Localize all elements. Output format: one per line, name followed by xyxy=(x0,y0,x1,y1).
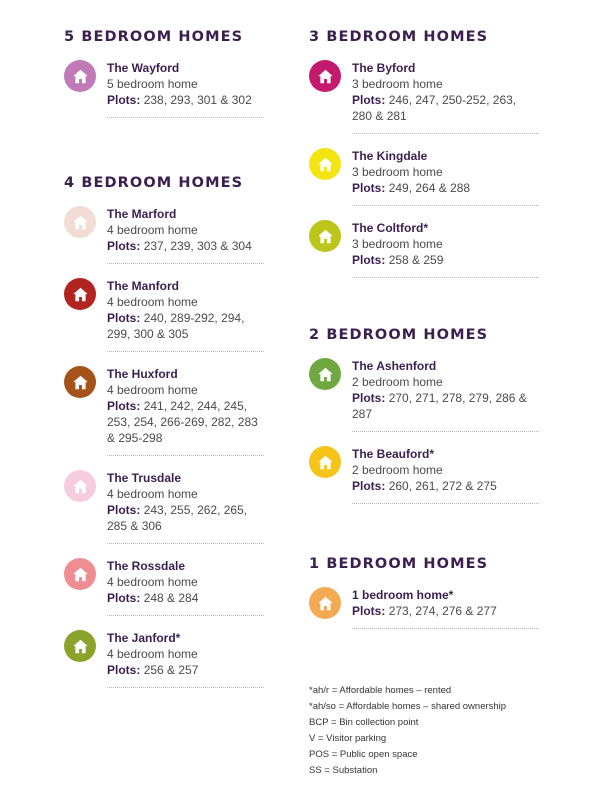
plots-value: 249, 264 & 288 xyxy=(388,181,471,195)
home-type: 4 bedroom home xyxy=(107,295,198,309)
footnote: BCP = Bin collection point xyxy=(309,717,419,728)
home-entry xyxy=(64,206,264,264)
home-type: 4 bedroom home xyxy=(107,575,198,589)
home-plots xyxy=(352,390,539,422)
plots-label: Plots: xyxy=(352,181,386,195)
home-entry xyxy=(64,630,264,688)
section-1-bedroom xyxy=(309,556,539,629)
home-type: 4 bedroom home xyxy=(107,383,198,397)
house-icon xyxy=(309,587,341,619)
plots-value: 240, 289-292, 294, 299, 300 & 305 xyxy=(107,311,245,341)
plots-label: Plots: xyxy=(107,239,141,253)
home-plots xyxy=(107,92,264,108)
plots-value: 273, 274, 276 & 277 xyxy=(388,604,497,618)
plots-label: Plots: xyxy=(107,311,141,325)
home-type: 2 bedroom home xyxy=(352,375,443,389)
home-type: 3 bedroom home xyxy=(352,237,443,251)
home-type: 4 bedroom home xyxy=(107,647,198,661)
plots-value: 241, 242, 244, 245, 253, 254, 266-269, 282, 283 & 295-298 xyxy=(107,399,258,445)
home-name: The Huxford xyxy=(107,367,178,381)
plots-label: Plots: xyxy=(352,93,386,107)
section-title: 3 BEDROOM HOMES xyxy=(309,29,489,45)
home-plots xyxy=(107,238,264,254)
plots-label: Plots: xyxy=(107,93,141,107)
home-plots xyxy=(352,603,539,619)
home-plots xyxy=(107,590,264,606)
house-icon xyxy=(64,278,96,310)
home-entry xyxy=(309,60,539,134)
plots-value: 246, 247, 250-252, 263, 280 & 281 xyxy=(352,93,517,123)
home-type: 3 bedroom home xyxy=(352,77,443,91)
home-name: The Janford* xyxy=(107,631,181,645)
plots-value: 258 & 259 xyxy=(388,253,444,267)
house-icon xyxy=(64,366,96,398)
plots-value: 243, 255, 262, 265, 285 & 306 xyxy=(107,503,248,533)
plots-value: 237, 239, 303 & 304 xyxy=(143,239,252,253)
section-title: 5 BEDROOM HOMES xyxy=(64,29,244,45)
home-entry xyxy=(309,587,539,629)
house-icon xyxy=(309,220,341,252)
house-icon xyxy=(309,358,341,390)
section-5-bedroom xyxy=(64,29,264,118)
plots-label: Plots: xyxy=(352,479,386,493)
house-icon xyxy=(64,558,96,590)
home-name: The Rossdale xyxy=(107,559,186,573)
plots-label: Plots: xyxy=(107,591,141,605)
home-type: 3 bedroom home xyxy=(352,165,443,179)
plots-value: 248 & 284 xyxy=(143,591,199,605)
home-entry xyxy=(309,446,539,504)
plots-label: Plots: xyxy=(107,503,141,517)
plots-value: 270, 271, 278, 279, 286 & 287 xyxy=(352,391,527,421)
plots-label: Plots: xyxy=(352,604,386,618)
house-icon xyxy=(64,60,96,92)
footnote: *ah/so = Affordable homes – shared ownership xyxy=(309,701,507,712)
section-title: 2 BEDROOM HOMES xyxy=(309,327,489,343)
home-plots xyxy=(352,92,539,124)
home-plots xyxy=(107,398,264,446)
plots-value: 238, 293, 301 & 302 xyxy=(143,93,252,107)
section-title: 4 BEDROOM HOMES xyxy=(64,175,244,191)
home-entry xyxy=(64,470,264,544)
footnotes xyxy=(309,683,506,779)
home-plots xyxy=(352,252,539,268)
home-plots xyxy=(107,310,264,342)
home-entry xyxy=(309,358,539,432)
home-plots xyxy=(352,180,539,196)
plots-label: Plots: xyxy=(352,391,386,405)
section-2-bedroom xyxy=(309,327,539,504)
home-name: The Coltford* xyxy=(352,221,428,235)
home-plots xyxy=(107,502,264,534)
plots-value: 256 & 257 xyxy=(143,663,199,677)
plots-value: 260, 261, 272 & 275 xyxy=(388,479,497,493)
home-type: 4 bedroom home xyxy=(107,487,198,501)
house-icon xyxy=(64,206,96,238)
home-entry xyxy=(309,148,539,206)
home-plots xyxy=(107,662,264,678)
home-type: 5 bedroom home xyxy=(107,77,198,91)
home-name: The Wayford xyxy=(107,61,180,75)
section-4-bedroom xyxy=(64,175,264,688)
home-name: The Manford xyxy=(107,279,179,293)
footnote: *ah/r = Affordable homes – rented xyxy=(309,685,452,696)
home-entry xyxy=(64,278,264,352)
section-3-bedroom xyxy=(309,29,539,278)
house-icon xyxy=(64,630,96,662)
footnote: SS = Substation xyxy=(309,765,378,776)
plots-label: Plots: xyxy=(352,253,386,267)
home-entry xyxy=(309,220,539,278)
home-entry xyxy=(64,558,264,616)
home-plots xyxy=(352,478,539,494)
footnote: V = Visitor parking xyxy=(309,733,387,744)
home-entry xyxy=(64,366,264,456)
home-type: 4 bedroom home xyxy=(107,223,198,237)
home-type: 2 bedroom home xyxy=(352,463,443,477)
plots-label: Plots: xyxy=(107,663,141,677)
home-name: The Beauford* xyxy=(352,447,435,461)
plots-label: Plots: xyxy=(107,399,141,413)
home-entry xyxy=(64,60,264,118)
house-icon xyxy=(64,470,96,502)
section-title: 1 BEDROOM HOMES xyxy=(309,556,489,572)
house-icon xyxy=(309,148,341,180)
house-icon xyxy=(309,446,341,478)
home-name: The Marford xyxy=(107,207,177,221)
house-icon xyxy=(309,60,341,92)
home-name: 1 bedroom home* xyxy=(352,588,454,602)
home-name: The Ashenford xyxy=(352,359,437,373)
home-name: The Trusdale xyxy=(107,471,182,485)
home-name: The Kingdale xyxy=(352,149,428,163)
footnote: POS = Public open space xyxy=(309,749,418,760)
home-name: The Byford xyxy=(352,61,416,75)
